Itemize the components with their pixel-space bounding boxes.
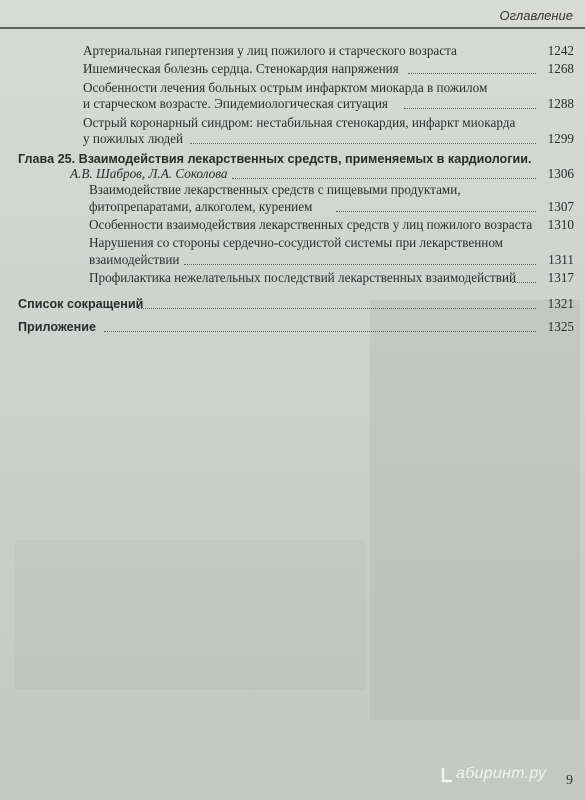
leader-dots	[190, 143, 536, 144]
page-number: 9	[566, 773, 573, 788]
toc-entry-line: взаимодействии	[89, 252, 180, 267]
toc-section-title: Список сокращений	[18, 297, 144, 311]
bleed-through-text-block	[15, 540, 365, 690]
toc-page-number: 1242	[547, 43, 574, 58]
leader-dots	[184, 264, 536, 265]
toc-entry-line: Ишемическая болезнь сердца. Стенокардия напряжения	[83, 61, 399, 76]
toc-entry-line: Взаимодействие лекарственных средств с пищевыми продуктами,	[89, 182, 461, 197]
toc-page-number: 1321	[547, 296, 574, 311]
bleed-through-image	[370, 300, 580, 720]
toc-entry-line: Нарушения со стороны сердечно-сосудистой системы при лекарственном	[89, 235, 504, 250]
toc-entry-line: Острый коронарный синдром: нестабильная стенокардия, инфаркт миокарда	[83, 115, 516, 130]
site-watermark: абиринт.ру	[456, 765, 547, 782]
running-head: Оглавление	[499, 8, 573, 23]
toc-entry-line: и старческом возрасте. Эпидемиологическая ситуация	[83, 96, 388, 111]
toc-page-number: 1311	[548, 252, 574, 267]
chapter-authors: А.В. Шабров, Л.А. Соколова	[70, 166, 228, 181]
toc-page-number: 1317	[547, 270, 574, 285]
header-rule	[0, 27, 585, 29]
leader-dots	[408, 73, 536, 74]
leader-dots	[138, 308, 536, 309]
toc-section-title: Приложение	[18, 320, 96, 334]
leader-dots	[336, 211, 536, 212]
toc-entry-line: Артериальная гипертензия у лиц пожилого и старческого возраста	[83, 43, 457, 58]
toc-entry-line: Особенности лечения больных острым инфарктом миокарда в пожилом	[83, 80, 488, 95]
chapter-title: Глава 25. Взаимодействия лекарственных средств, применяемых в кардиологии.	[18, 152, 532, 166]
toc-page-number: 1310	[547, 217, 574, 232]
toc-page-number: 1325	[547, 319, 574, 334]
toc-entry-line: Особенности взаимодействия лекарственных средств у лиц пожилого возраста	[89, 217, 533, 232]
toc-page-number: 1288	[547, 96, 574, 111]
toc-entry-line: Профилактика нежелательных последствий лекарственных взаимодействий	[89, 270, 517, 285]
toc-entry-line: у пожилых людей	[83, 131, 184, 146]
leader-dots	[104, 331, 536, 332]
toc-page-number: 1307	[547, 199, 574, 214]
labirint-logo-icon	[440, 767, 454, 783]
toc-page-number: 1268	[547, 61, 574, 76]
toc-page-number: 1306	[547, 166, 574, 181]
leader-dots	[232, 178, 536, 179]
toc-entry-line: фитопрепаратами, алкоголем, курением	[89, 199, 313, 214]
toc-page-number: 1299	[547, 131, 574, 146]
leader-dots	[404, 108, 536, 109]
